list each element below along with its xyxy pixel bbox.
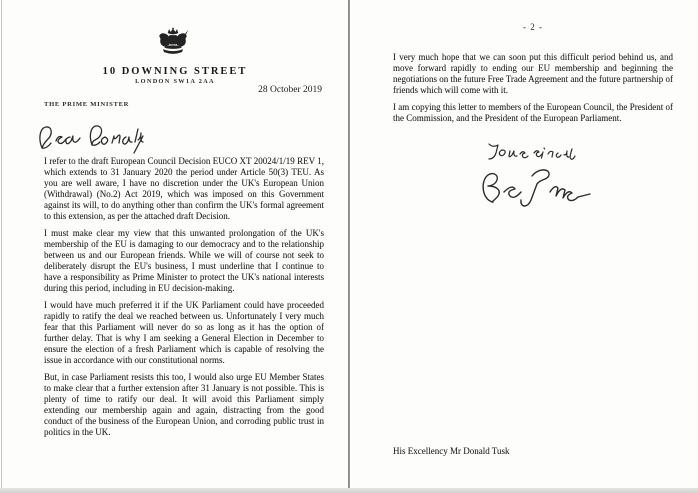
paragraph-1: I refer to the draft European Council Decision EUCO XT 20024/1/19 REV 1, which extends to 31 January 2020 the period under Article 50(3) TEU. As you are well aware, I have no discretion under the UK's European Union (Withdrawal) (No.2) Act 2019, which was imposed on this Government against its will, to do anything other than confirm the UK's formal agreement to this extension, as per the attached draft Decision. <box>44 156 324 221</box>
paragraph-5: I very much hope that we can soon put this difficult period behind us, and move forward rapidly to ending our EU membership and beginning the negotiations on the future Free Trade Agreement and the future partnership of friends which will come with it. <box>393 52 673 95</box>
royal-coat-of-arms-icon <box>153 26 193 63</box>
recipient-address: His Excellency Mr Donald Tusk <box>393 446 510 456</box>
letterhead-address-line2: LONDON SW1A 2AA <box>135 78 215 85</box>
paragraph-6: I am copying this letter to members of the European Council, the President of the Commission, and the President of the European Parliament. <box>393 102 673 123</box>
scan-left-edge <box>1 0 2 488</box>
paragraph-2: I must make clear my view that this unwanted prolongation of the UK's membership of the EU is damaging to our democracy and to the relationship between us and our European friends. While we will of course not seek to deliberately disrupt the EU's business, I must underline that I continue to have a responsibility as Prime Minister to protect the UK's national interests during this period, including in EU decision-making. <box>44 228 324 293</box>
letter-page-1 <box>2 0 348 488</box>
letter-date: 28 October 2019 <box>258 85 322 95</box>
handwritten-closing <box>482 133 582 165</box>
sender-role: THE PRIME MINISTER <box>44 101 130 108</box>
letter-body-page-2 <box>393 52 673 130</box>
paragraph-4: But, in case Parliament resists this too, I would also urge EU Member States to make clear that a further extension after 31 January is not possible. This is plenty of time to ratify our deal. It will avoid this Parliament simply extending our membership again and again, distracting from the good conduct of the business of the European Union, and corroding public trust in politics in the UK. <box>44 372 324 437</box>
page-number: - 2 - <box>523 22 543 32</box>
paragraph-3: I would have much preferred it if the UK Parliament could have proceeded rapidly to ratify the deal we reached between us. Unfortunately I very much fear that this Parliament will never do so as long as it has the option of further delay. That is why I am seeking a General Election in December to ensure the election of a fresh Parliament which is capable of resolving the issue in accordance with our constitutional norms. <box>44 300 324 365</box>
scan-bottom-edge <box>0 488 698 493</box>
handwritten-signature <box>476 164 602 210</box>
handwritten-salutation <box>34 120 148 156</box>
letterhead-address-line1: 10 DOWNING STREET <box>102 66 248 77</box>
letter-page-2 <box>350 0 698 488</box>
page-seam <box>348 0 350 488</box>
letter-body-page-1 <box>44 156 324 444</box>
